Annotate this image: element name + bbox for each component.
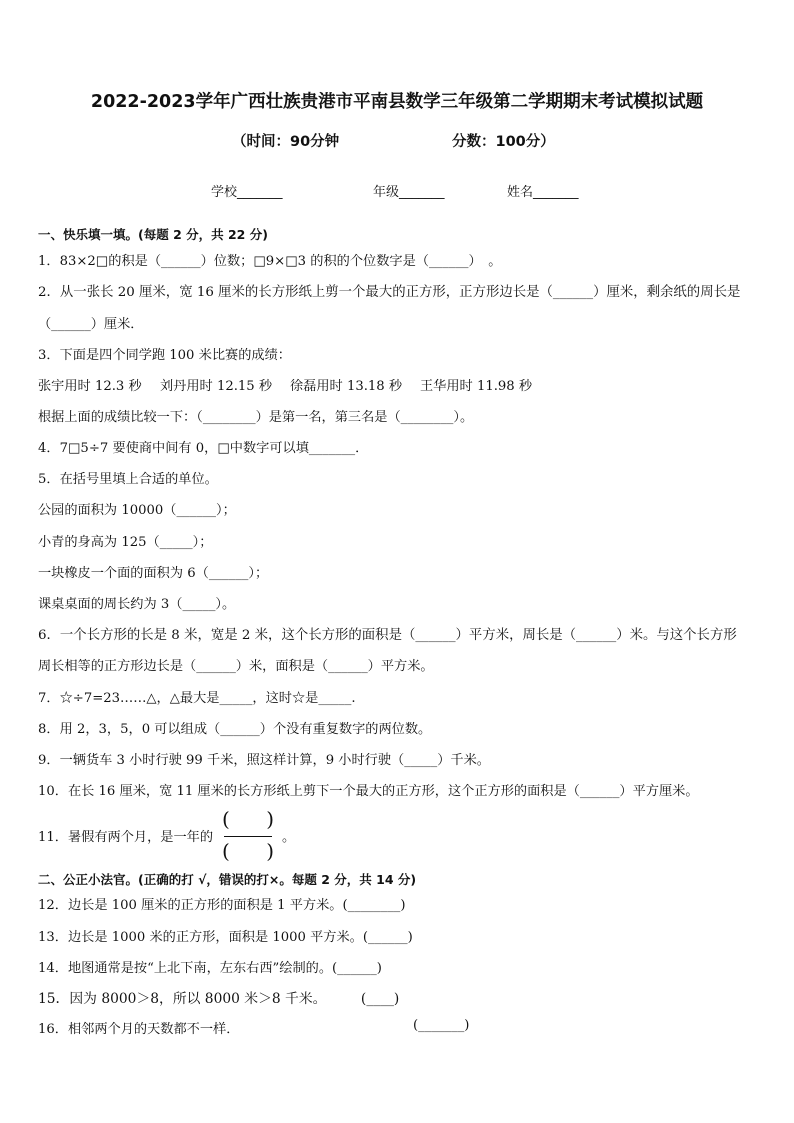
question-12: 12．边长是 100 厘米的正方形的面积是 1 平方米。(________) bbox=[38, 898, 406, 913]
question-8: 8．用 2，3，5，0 可以组成（______）个没有重复数字的两位数。 bbox=[38, 722, 432, 737]
page-title: 2022-2023学年广西壮族贵港市平南县数学三年级第二学期期末考试模拟试题 bbox=[90, 92, 704, 112]
fraction-bar bbox=[224, 836, 272, 837]
name-field: 姓名_______ bbox=[507, 185, 579, 200]
question-2-line-1: 2．从一张长 20 厘米，宽 16 厘米的长方形纸上剪一个最大的正方形，正方形边长是（______）厘米，剩余纸的周长是 bbox=[38, 285, 741, 300]
paren-right: ) bbox=[266, 807, 274, 831]
question-6-line-1: 6．一个长方形的长是 8 米，宽是 2 米，这个长方形的面积是（______）平方米，周长是（______）米。与这个长方形 bbox=[38, 628, 737, 643]
question-5c: 一块橡皮一个面的面积为 6（______）； bbox=[38, 566, 269, 581]
question-5d: 课桌桌面的周长约为 3（_____）。 bbox=[38, 597, 236, 612]
question-9: 9．一辆货车 3 小时行驶 99 千米，照这样计算，9 小时行驶（_____）千米。 bbox=[38, 753, 490, 768]
paren-left: ( bbox=[222, 839, 230, 863]
question-5b: 小青的身高为 125（_____）； bbox=[38, 535, 213, 550]
question-3-xu: 徐磊用时 13.18 秒 bbox=[290, 379, 403, 394]
question-16-answer: (_______) bbox=[413, 1018, 470, 1033]
question-7: 7．☆÷7=23……△，△最大是_____，这时☆是_____. bbox=[38, 691, 356, 706]
section-2-heading: 二、公正小法官。(正确的打 √，错误的打×。每题 2 分，共 14 分) bbox=[38, 872, 417, 887]
question-11-end: 。 bbox=[282, 830, 296, 845]
question-3: 3．下面是四个同学跑 100 米比赛的成绩： bbox=[38, 348, 291, 363]
question-15: 15．因为 8000＞8，所以 8000 米＞8 千米。 (____) bbox=[38, 991, 400, 1007]
exam-time: （时间：90分钟 bbox=[232, 134, 340, 150]
question-10: 10．在长 16 厘米，宽 11 厘米的长方形纸上剪下一个最大的正方形，这个正方形的面积是（______）平方厘米。 bbox=[38, 784, 699, 799]
question-4: 4．7□5÷7 要使商中间有 0，□中数字可以填_______． bbox=[38, 441, 369, 456]
question-1: 1．83×2□的积是（______）位数；□9×□3 的积的个位数字是（______） 。 bbox=[38, 254, 502, 269]
question-3-zhang: 张宇用时 12.3 秒 bbox=[38, 379, 142, 394]
fraction-blank bbox=[220, 806, 276, 864]
question-16: 16．相邻两个月的天数都不一样． bbox=[38, 1022, 240, 1037]
question-13: 13．边长是 1000 米的正方形，面积是 1000 平方米。(______) bbox=[38, 930, 413, 945]
paren-right: ) bbox=[266, 839, 274, 863]
grade-field: 年级_______ bbox=[373, 185, 445, 200]
section-1-heading: 一、快乐填一填。(每题 2 分，共 22 分) bbox=[38, 227, 268, 242]
question-3-liu: 刘丹用时 12.15 秒 bbox=[160, 379, 273, 394]
question-14: 14．地图通常是按“上北下南，左东右西”绘制的。(______) bbox=[38, 961, 382, 976]
school-field: 学校_______ bbox=[211, 185, 283, 200]
paren-left: ( bbox=[222, 807, 230, 831]
question-3-compare: 根据上面的成绩比较一下：（________）是第一名，第三名是（________）。 bbox=[38, 410, 474, 425]
question-5: 5．在括号里填上合适的单位。 bbox=[38, 472, 218, 487]
question-3-wang: 王华用时 11.98 秒 bbox=[420, 379, 533, 394]
question-6-line-2: 周长相等的正方形边长是（______）米，面积是（______）平方米。 bbox=[38, 659, 434, 674]
exam-score: 分数：100分） bbox=[452, 134, 555, 150]
question-11: 11．暑假有两个月，是一年的 bbox=[38, 830, 214, 845]
question-5a: 公园的面积为 10000（______）； bbox=[38, 503, 236, 518]
question-2-line-2: （______）厘米． bbox=[38, 317, 144, 332]
